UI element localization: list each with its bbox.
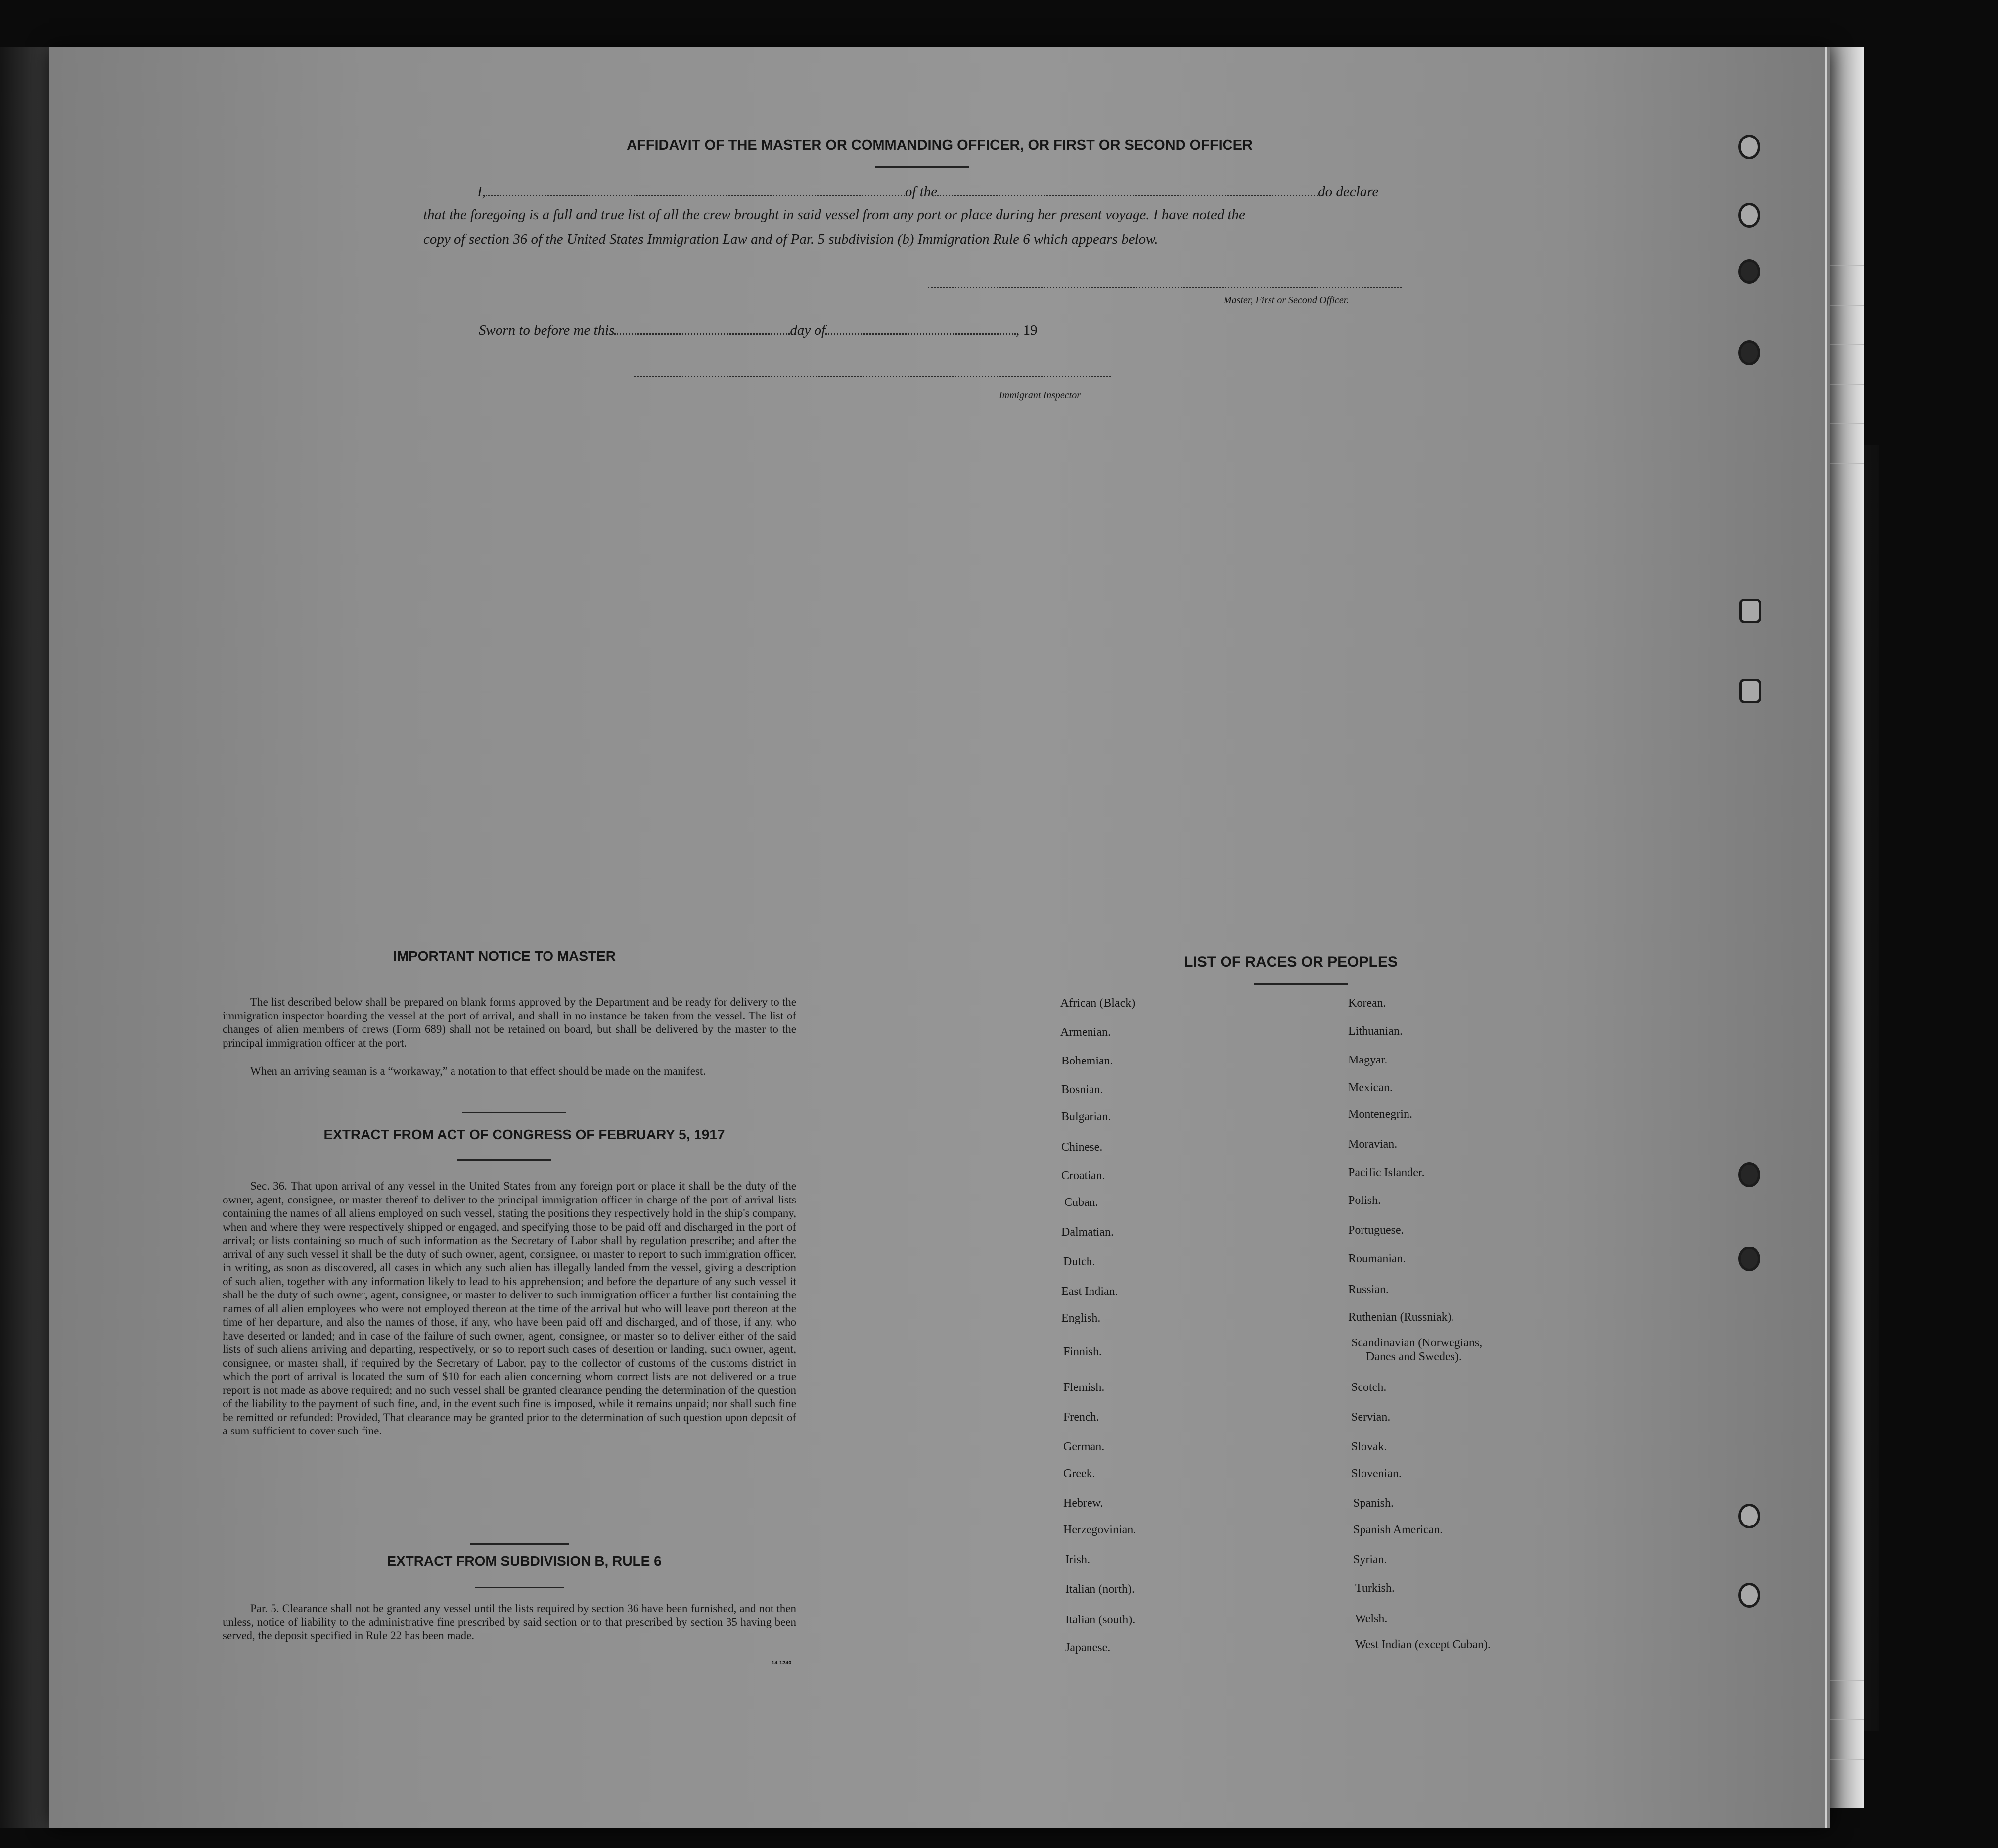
race-item: Russian. — [1348, 1283, 1389, 1296]
rule-title: EXTRACT FROM SUBDIVISION B, RULE 6 — [387, 1553, 662, 1569]
binder-hole — [1738, 1162, 1760, 1187]
race-item: Syrian. — [1353, 1553, 1387, 1566]
race-item: Ruthenian (Russniak). — [1348, 1311, 1454, 1324]
inspector-signature-line[interactable] — [634, 376, 1111, 377]
race-item: Polish. — [1348, 1194, 1381, 1207]
page-right-edge — [1825, 47, 1827, 1828]
race-item: Cuban. — [1064, 1196, 1098, 1209]
scan-left-border — [0, 47, 49, 1828]
race-item: Greek. — [1063, 1467, 1095, 1480]
race-item: Dutch. — [1063, 1255, 1095, 1268]
month-blank[interactable] — [825, 321, 1016, 335]
affidavit-line2: that the foregoing is a full and true list of all the crew brought in said vessel from any port or place during her present voyage. I have noted the — [423, 207, 1245, 223]
race-item: East Indian. — [1061, 1285, 1118, 1298]
rule-rule — [475, 1587, 564, 1588]
notice-para-1: The list described below shall be prepared on blank forms approved by the Department and be ready for delivery to the immigration inspector boarding the vessel at the port of arrival, and shall in no instance be taken from the vessel. The list of changes of alien members of crews (Form 689) shall not be retained on board, but shall be delivered by the master to the principal immigration officer at the port. — [223, 996, 796, 1049]
race-item: Montenegrin. — [1348, 1108, 1412, 1121]
races-rule — [1254, 983, 1348, 985]
binder-hole — [1738, 203, 1760, 228]
race-item: German. — [1063, 1440, 1105, 1453]
binder-hole — [1738, 340, 1760, 365]
notice-rule — [462, 1112, 566, 1113]
race-item: English. — [1061, 1312, 1101, 1325]
inspector-caption: Immigrant Inspector — [999, 390, 1081, 401]
name-blank[interactable] — [486, 182, 905, 196]
under-page-edge — [1830, 47, 1864, 1808]
race-item: Dalmatian. — [1061, 1226, 1114, 1239]
form-number: 14-1240 — [772, 1660, 792, 1666]
race-item: Scandinavian (Norwegians, — [1351, 1337, 1483, 1349]
binder-hole — [1738, 259, 1760, 284]
race-item: Bohemian. — [1061, 1055, 1113, 1067]
race-item: Herzegovinian. — [1063, 1524, 1136, 1536]
par-5-text: Par. 5. Clearance shall not be granted any vessel until the lists required by section 36 have been furnished, and not then unless, notice of liability to the administrative fine prescribed by said section or to that prescribed by section 35 having been served, the deposit specified in Rule 22 has been made. — [223, 1602, 796, 1642]
race-item: Welsh. — [1355, 1613, 1388, 1625]
sworn-line — [479, 321, 1038, 339]
race-item: Spanish. — [1353, 1497, 1394, 1510]
race-item: Lithuanian. — [1348, 1025, 1403, 1038]
year-label: , 19 — [1016, 323, 1038, 338]
race-item: Chinese. — [1061, 1141, 1103, 1154]
master-signature-line[interactable] — [928, 287, 1402, 288]
race-item: West Indian (except Cuban). — [1355, 1638, 1491, 1651]
race-item: Italian (north). — [1065, 1583, 1135, 1596]
race-item: Slovenian. — [1351, 1467, 1402, 1480]
master-caption: Master, First or Second Officer. — [1224, 295, 1349, 306]
race-item: Mexican. — [1348, 1081, 1393, 1094]
binder-hole — [1738, 1504, 1760, 1528]
race-item: Scotch. — [1351, 1381, 1387, 1394]
race-item: Hebrew. — [1063, 1497, 1103, 1510]
notice-para-2: When an arriving seaman is a “workaway,” a notation to that effect should be made on the manifest. — [250, 1065, 706, 1077]
race-item: Servian. — [1351, 1411, 1391, 1424]
affidavit-line1 — [477, 182, 1378, 200]
day-of-label: day of — [790, 323, 826, 338]
vessel-blank[interactable] — [937, 182, 1318, 196]
binder-hole — [1738, 1247, 1760, 1271]
race-item: Korean. — [1348, 997, 1386, 1010]
race-item: Flemish. — [1063, 1381, 1105, 1394]
race-item: Croatian. — [1061, 1169, 1105, 1182]
title-rule — [875, 166, 969, 168]
race-item: Irish. — [1065, 1553, 1090, 1566]
race-item: Bulgarian. — [1061, 1110, 1111, 1123]
day-blank[interactable] — [614, 321, 790, 335]
race-item: Moravian. — [1348, 1138, 1398, 1151]
affidavit-title: AFFIDAVIT OF THE MASTER OR COMMANDING OFFICER, OR FIRST OR SECOND OFFICER — [627, 138, 1253, 153]
race-item: Magyar. — [1348, 1054, 1388, 1066]
race-item: Pacific Islander. — [1348, 1166, 1425, 1179]
affidavit-line3: copy of section 36 of the United States Immigration Law and of Par. 5 subdivision (b) Immigration Rule 6 which appears below. — [423, 231, 1158, 247]
race-item: Armenian. — [1060, 1026, 1111, 1039]
binder-hole — [1738, 135, 1760, 159]
binder-hole — [1739, 599, 1761, 623]
act-end-rule — [470, 1543, 569, 1545]
act-title: EXTRACT FROM ACT OF CONGRESS OF FEBRUARY 5, 1917 — [323, 1127, 725, 1142]
do-declare-label: do declare — [1318, 184, 1379, 200]
race-item: Spanish American. — [1353, 1524, 1443, 1536]
race-item: French. — [1063, 1411, 1099, 1424]
race-item: Finnish. — [1063, 1345, 1102, 1358]
affidavit-i-label: I, — [477, 184, 486, 200]
of-the-label: of the — [905, 184, 938, 200]
race-item: Japanese. — [1065, 1641, 1111, 1654]
race-item: Slovak. — [1351, 1440, 1387, 1453]
race-item: Italian (south). — [1065, 1614, 1135, 1626]
race-item: Roumanian. — [1348, 1252, 1406, 1265]
race-item: Portuguese. — [1348, 1224, 1404, 1237]
binder-hole — [1739, 679, 1761, 703]
sworn-label: Sworn to before me this — [479, 323, 615, 338]
race-item: Bosnian. — [1061, 1083, 1103, 1096]
races-title: LIST OF RACES OR PEOPLES — [1184, 954, 1398, 970]
race-item: Turkish. — [1355, 1582, 1395, 1595]
notice-title: IMPORTANT NOTICE TO MASTER — [393, 948, 616, 964]
race-item-continued: Danes and Swedes). — [1366, 1350, 1462, 1363]
act-rule — [457, 1159, 551, 1161]
sec-36-text: Sec. 36. That upon arrival of any vessel in the United States from any foreign port or place it shall be the duty of the owner, agent, consignee, or master thereof to deliver to the principal immigration officer in charge of the port of arrival lists containing the names of all aliens employed on such vessel, stating the positions they respectively hold in the ship's company, when and where they were respectively shipped or engaged, and specifying those to be paid off and discharged in the port of arrival; or lists containing so much of such information as the Secretary of Labor shall by regulation prescribe; and after the arrival of any such vessel it shall be the duty of such owner, agent, consignee, or master to report to such immigration officer, in writing, as soon as discovered, all cases in which any such alien has illegally landed from the vessel, giving a description of such alien, together with any information likely to lead to his apprehension; and before the departure of any such vessel it shall be the duty of such owner, agent, consignee, or master to deliver to such immigration officer a further list containing the names of all alien employees who were not employed thereon at the time of the arrival but who will leave port thereon at the time of her departure, and also the names of those, if any, who have been paid off and discharged, and of those, if any, who have deserted or landed; and in case of the failure of such owner, agent, consignee, or master so to deliver either of the said lists of such aliens arriving and departing, respectively, or so to report such cases of desertion or landing, such owner, agent, consignee, or master shall, if required by the Secretary of Labor, pay to the collector of customs of the customs district in which the port of arrival is located the sum of $10 for each alien concerning whom correct lists are not delivered or a true report is not made as above required; and no such vessel shall be granted clearance pending the determination of the question of the liability to the payment of such fine, and, in the event such fine is imposed, while it remains unpaid; nor shall such fine be remitted or refunded: Provided, That clearance may be granted prior to the determination of such question upon deposit of a sum sufficient to cover such fine. — [223, 1180, 796, 1437]
race-item: African (Black) — [1060, 997, 1135, 1010]
binder-hole — [1738, 1583, 1760, 1608]
